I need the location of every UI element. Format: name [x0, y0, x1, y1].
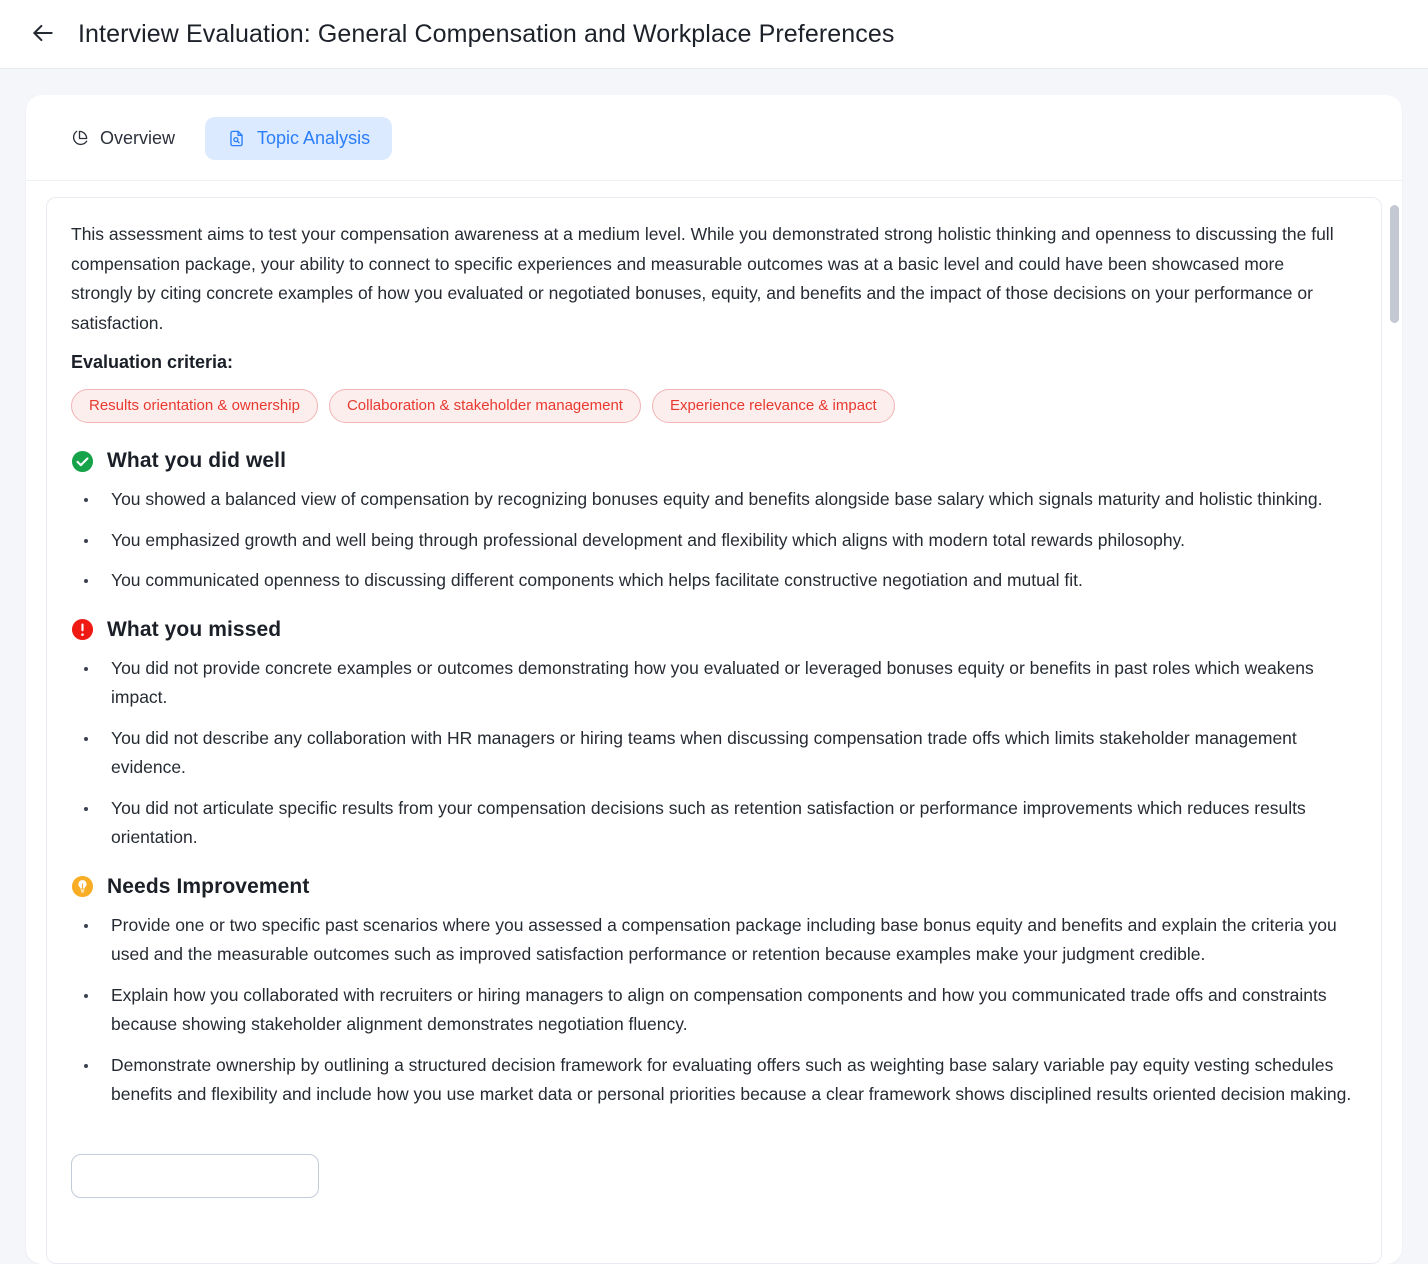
list-item: You emphasized growth and well being through professional development and flexibility which aligns with modern total rewards philosophy.	[71, 526, 1357, 556]
lightbulb-icon	[71, 875, 94, 898]
arrow-left-icon	[30, 20, 56, 49]
page-title: Interview Evaluation: General Compensation and Workplace Preferences	[78, 19, 895, 48]
section-header	[71, 875, 1357, 899]
list-item: You did not provide concrete examples or outcomes demonstrating how you evaluated or leveraged bonuses equity or benefits in past roles which weakens impact.	[71, 654, 1357, 713]
section-what-you-did-well	[71, 449, 1357, 596]
bullet-list	[71, 654, 1357, 853]
document-search-icon	[227, 129, 246, 148]
bullet-list	[71, 911, 1357, 1110]
section-what-you-missed	[71, 618, 1357, 853]
check-circle-icon	[71, 450, 94, 473]
panel-action-button[interactable]	[71, 1154, 319, 1198]
section-title: Needs Improvement	[107, 874, 310, 898]
scrollbar-track[interactable]	[1388, 181, 1402, 1264]
list-item: You showed a balanced view of compensation by recognizing bonuses equity and benefits alongside base salary which signals maturity and holistic thinking.	[71, 485, 1357, 515]
panel-wrapper	[26, 181, 1402, 1264]
topic-analysis-panel	[46, 197, 1382, 1264]
tab-overview-label: Overview	[100, 128, 176, 148]
pie-chart-icon	[70, 129, 89, 148]
list-item: Provide one or two specific past scenarios where you assessed a compensation package including base bonus equity and benefits and explain the criteria you used and the measurable outcomes such as improved satisfaction performance or retention because examples make your judgment credible.	[71, 911, 1357, 970]
list-item: You communicated openness to discussing different components which helps facilitate constructive negotiation and mutual fit.	[71, 566, 1357, 596]
assessment-summary: This assessment aims to test your compensation awareness at a medium level. While you demonstrated strong holistic thinking and openness to discussing the full compensation package, your ability to connect to specific experiences and measurable outcomes was at a basic level and could have been showcased more strongly by citing concrete examples of how you evaluated or negotiated bonuses, equity, and benefits and the impact of those decisions on your performance or satisfaction.	[71, 224, 1334, 333]
criteria-pill: Collaboration & stakeholder management	[329, 389, 641, 423]
list-item: Explain how you collaborated with recruiters or hiring managers to align on compensation components and how you communicated trade offs and constraints because showing stakeholder alignment demonstrates negotiation fluency.	[71, 981, 1357, 1040]
evaluation-card	[26, 95, 1402, 1264]
section-title: What you did well	[107, 449, 287, 472]
list-item: Demonstrate ownership by outlining a structured decision framework for evaluating offers such as weighting base salary variable pay equity vesting schedules benefits and flexibility and include how you use market data or personal priorities because a clear framework shows disciplined results oriented decision making.	[71, 1051, 1357, 1110]
section-needs-improvement	[71, 875, 1357, 1110]
tab-topic-analysis-label: Topic Analysis	[257, 128, 371, 148]
criteria-pill-list	[71, 389, 1357, 423]
list-item: You did not articulate specific results from your compensation decisions such as retention satisfaction or performance improvements which reduces results orientation.	[71, 794, 1357, 853]
scrollbar-thumb[interactable]	[1390, 205, 1399, 323]
criteria-pill: Experience relevance & impact	[652, 389, 895, 423]
top-bar	[0, 0, 1428, 69]
section-header	[71, 449, 1357, 473]
list-item: You did not describe any collaboration with HR managers or hiring teams when discussing compensation trade offs which limits stakeholder management evidence.	[71, 724, 1357, 783]
exclamation-circle-icon	[71, 618, 94, 641]
back-button[interactable]	[26, 17, 60, 51]
tab-bar	[26, 95, 1402, 181]
tab-topic-analysis[interactable]	[205, 117, 392, 160]
criteria-pill: Results orientation & ownership	[71, 389, 318, 423]
content-shell	[0, 69, 1428, 1264]
tab-overview[interactable]	[48, 117, 197, 160]
section-header	[71, 618, 1357, 642]
section-title: What you missed	[107, 617, 282, 641]
criteria-label: Evaluation criteria:	[71, 352, 234, 372]
bullet-list	[71, 485, 1357, 596]
